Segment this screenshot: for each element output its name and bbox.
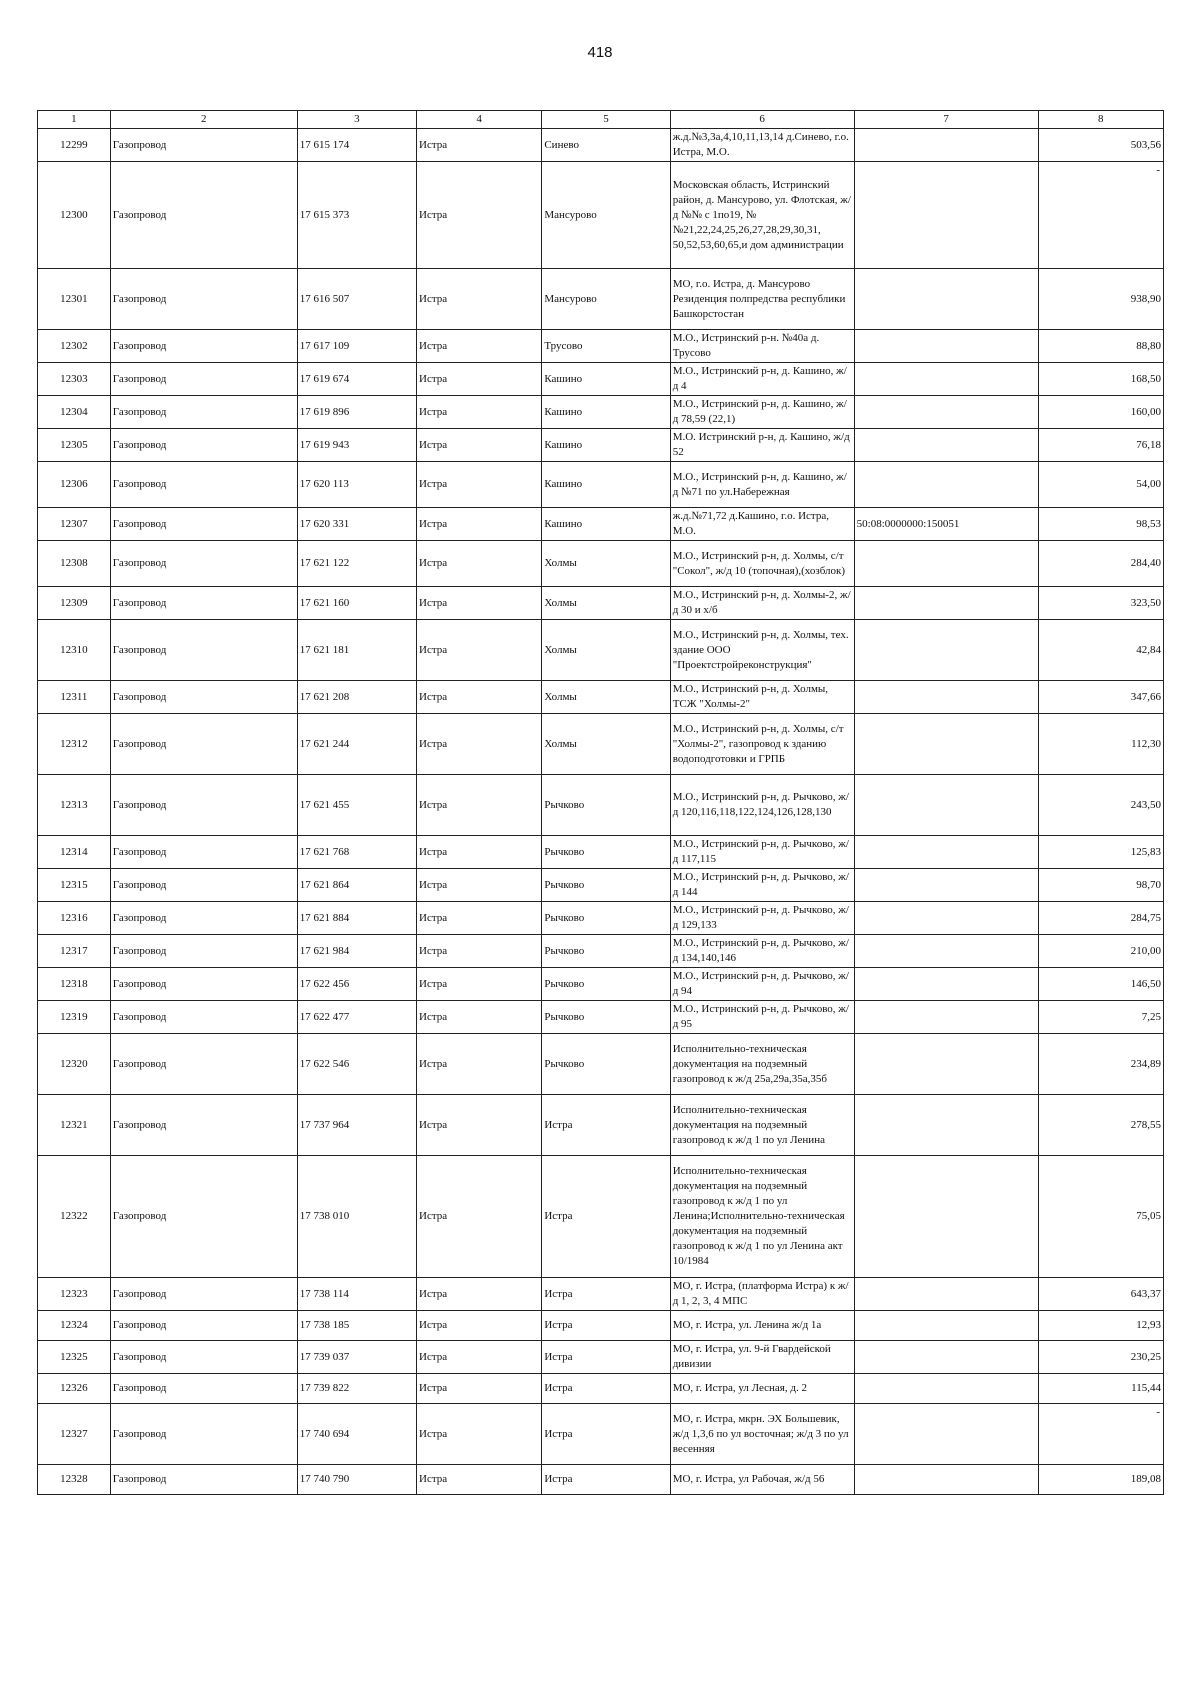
length-cell: 42,84 [1038, 620, 1163, 681]
row-number-cell: 12321 [38, 1095, 111, 1156]
locality-cell: Рычково [542, 775, 670, 836]
row-number-cell: 12326 [38, 1374, 111, 1404]
locality-cell: Холмы [542, 681, 670, 714]
cadastral-number-cell [854, 1156, 1038, 1278]
cadastral-number-cell [854, 587, 1038, 620]
cadastral-number-cell [854, 1374, 1038, 1404]
dash-mark: - [1156, 1406, 1160, 1418]
object-name-cell: Газопровод [110, 330, 297, 363]
cadastral-number-cell [854, 162, 1038, 269]
table-row [38, 1341, 1164, 1374]
length-cell: 234,89 [1038, 1034, 1163, 1095]
row-number-cell: 12317 [38, 935, 111, 968]
inventory-number-cell: 17 622 477 [297, 1001, 416, 1034]
address-cell: М.О., Истринский р-н, д. Рычково, ж/д 95 [670, 1001, 854, 1034]
object-name-cell: Газопровод [110, 968, 297, 1001]
length-cell: 347,66 [1038, 681, 1163, 714]
district-cell: Истра [417, 1034, 542, 1095]
table-row [38, 462, 1164, 508]
table-row [38, 869, 1164, 902]
table-row [38, 587, 1164, 620]
cadastral-number-cell [854, 429, 1038, 462]
inventory-number-cell: 17 739 037 [297, 1341, 416, 1374]
object-name-cell: Газопровод [110, 396, 297, 429]
row-number-cell: 12320 [38, 1034, 111, 1095]
row-number-cell: 12309 [38, 587, 111, 620]
object-name-cell: Газопровод [110, 869, 297, 902]
length-cell: 323,50 [1038, 587, 1163, 620]
length-cell: 112,30 [1038, 714, 1163, 775]
table-row [38, 162, 1164, 269]
address-cell: МО, г. Истра, мкрн. ЭХ Большевик, ж/д 1,3,6 по ул восточная; ж/д 3 по ул весенняя [670, 1404, 854, 1465]
locality-cell: Кашино [542, 396, 670, 429]
district-cell: Истра [417, 587, 542, 620]
cadastral-number-cell [854, 1001, 1038, 1034]
inventory-number-cell: 17 616 507 [297, 269, 416, 330]
row-number-cell: 12319 [38, 1001, 111, 1034]
locality-cell: Холмы [542, 620, 670, 681]
locality-cell: Холмы [542, 587, 670, 620]
cadastral-number-cell [854, 1311, 1038, 1341]
cadastral-number-cell [854, 1034, 1038, 1095]
address-cell: МО, г.о. Истра, д. Мансурово Резиденция полпредства республики Башкорстостан [670, 269, 854, 330]
locality-cell: Истра [542, 1095, 670, 1156]
length-cell: 7,25 [1038, 1001, 1163, 1034]
locality-cell: Кашино [542, 508, 670, 541]
district-cell: Истра [417, 935, 542, 968]
address-cell: МО, г. Истра, ул. 9-й Гвардейской дивизии [670, 1341, 854, 1374]
address-cell: М.О., Истринский р-н, д. Рычково, ж/д 117,115 [670, 836, 854, 869]
length-cell [1038, 1404, 1163, 1465]
cadastral-number-cell [854, 396, 1038, 429]
object-name-cell: Газопровод [110, 162, 297, 269]
locality-cell: Холмы [542, 541, 670, 587]
length-cell: 88,80 [1038, 330, 1163, 363]
inventory-number-cell: 17 740 790 [297, 1465, 416, 1495]
address-cell: М.О., Истринский р-н, д. Рычково, ж/д 129,133 [670, 902, 854, 935]
inventory-number-cell: 17 615 174 [297, 129, 416, 162]
address-cell: Исполнительно-техническая документация на подземный газопровод к ж/д 1 по ул Ленина;Исполнительно-техническая документация на подземный газопровод к ж/д 1 по ул Ленина акт 10/1984 [670, 1156, 854, 1278]
district-cell: Истра [417, 508, 542, 541]
inventory-number-cell: 17 621 884 [297, 902, 416, 935]
locality-cell: Рычково [542, 902, 670, 935]
district-cell: Истра [417, 1404, 542, 1465]
object-name-cell: Газопровод [110, 587, 297, 620]
inventory-number-cell: 17 621 244 [297, 714, 416, 775]
cadastral-number-cell: 50:08:0000000:150051 [854, 508, 1038, 541]
locality-cell: Кашино [542, 429, 670, 462]
district-cell: Истра [417, 269, 542, 330]
district-cell: Истра [417, 1374, 542, 1404]
length-cell: 75,05 [1038, 1156, 1163, 1278]
district-cell: Истра [417, 775, 542, 836]
district-cell: Истра [417, 541, 542, 587]
inventory-number-cell: 17 619 943 [297, 429, 416, 462]
district-cell: Истра [417, 462, 542, 508]
locality-cell: Истра [542, 1156, 670, 1278]
inventory-number-cell: 17 621 455 [297, 775, 416, 836]
inventory-number-cell: 17 738 114 [297, 1278, 416, 1311]
object-name-cell: Газопровод [110, 1465, 297, 1495]
inventory-number-cell: 17 622 456 [297, 968, 416, 1001]
table-row [38, 1001, 1164, 1034]
address-cell: М.О., Истринский р-н, д. Холмы, с/т "Сокол", ж/д 10 (топочная),(хозблок) [670, 541, 854, 587]
object-name-cell: Газопровод [110, 1034, 297, 1095]
locality-cell: Мансурово [542, 269, 670, 330]
inventory-number-cell: 17 620 113 [297, 462, 416, 508]
address-cell: М.О., Истринский р-н, д. Рычково, ж/д 134,140,146 [670, 935, 854, 968]
locality-cell: Истра [542, 1341, 670, 1374]
object-name-cell: Газопровод [110, 836, 297, 869]
object-name-cell: Газопровод [110, 363, 297, 396]
column-header: 4 [417, 111, 542, 129]
table-row [38, 508, 1164, 541]
district-cell: Истра [417, 429, 542, 462]
table-row [38, 429, 1164, 462]
length-cell: 160,00 [1038, 396, 1163, 429]
cadastral-number-cell [854, 968, 1038, 1001]
locality-cell: Истра [542, 1374, 670, 1404]
cadastral-number-cell [854, 462, 1038, 508]
row-number-cell: 12314 [38, 836, 111, 869]
locality-cell: Синево [542, 129, 670, 162]
district-cell: Истра [417, 869, 542, 902]
object-name-cell: Газопровод [110, 1001, 297, 1034]
district-cell: Истра [417, 1465, 542, 1495]
table-row [38, 1311, 1164, 1341]
locality-cell: Рычково [542, 869, 670, 902]
cadastral-number-cell [854, 1341, 1038, 1374]
address-cell: М.О., Истринский р-н, д. Рычково, ж/д 120,116,118,122,124,126,128,130 [670, 775, 854, 836]
table-row [38, 269, 1164, 330]
address-cell: М.О., Истринский р-н, д. Кашино, ж/д 78,59 (22,1) [670, 396, 854, 429]
row-number-cell: 12303 [38, 363, 111, 396]
object-name-cell: Газопровод [110, 269, 297, 330]
address-cell: М.О., Истринский р-н, д. Рычково, ж/д 144 [670, 869, 854, 902]
address-cell: М.О., Истринский р-н, д. Рычково, ж/д 94 [670, 968, 854, 1001]
row-number-cell: 12318 [38, 968, 111, 1001]
inventory-number-cell: 17 621 208 [297, 681, 416, 714]
length-cell: 146,50 [1038, 968, 1163, 1001]
cadastral-number-cell [854, 1404, 1038, 1465]
length-cell: 98,53 [1038, 508, 1163, 541]
row-number-cell: 12301 [38, 269, 111, 330]
inventory-number-cell: 17 615 373 [297, 162, 416, 269]
locality-cell: Трусово [542, 330, 670, 363]
district-cell: Истра [417, 396, 542, 429]
district-cell: Истра [417, 620, 542, 681]
table-row [38, 1095, 1164, 1156]
address-cell: МО, г. Истра, (платформа Истра) к ж/д 1, 2, 3, 4 МПС [670, 1278, 854, 1311]
row-number-cell: 12322 [38, 1156, 111, 1278]
cadastral-number-cell [854, 1095, 1038, 1156]
locality-cell: Истра [542, 1404, 670, 1465]
address-cell: МО, г. Истра, ул Лесная, д. 2 [670, 1374, 854, 1404]
object-name-cell: Газопровод [110, 508, 297, 541]
column-header: 2 [110, 111, 297, 129]
object-name-cell: Газопровод [110, 681, 297, 714]
inventory-number-cell: 17 617 109 [297, 330, 416, 363]
cadastral-number-cell [854, 620, 1038, 681]
district-cell: Истра [417, 681, 542, 714]
address-cell: МО, г. Истра, ул. Ленина ж/д 1а [670, 1311, 854, 1341]
district-cell: Истра [417, 1095, 542, 1156]
column-header: 5 [542, 111, 670, 129]
object-name-cell: Газопровод [110, 462, 297, 508]
object-name-cell: Газопровод [110, 1341, 297, 1374]
row-number-cell: 12325 [38, 1341, 111, 1374]
length-cell: 284,75 [1038, 902, 1163, 935]
length-cell: 98,70 [1038, 869, 1163, 902]
object-name-cell: Газопровод [110, 1311, 297, 1341]
locality-cell: Холмы [542, 714, 670, 775]
address-cell: ж.д.№71,72 д.Кашино, г.о. Истра, М.О. [670, 508, 854, 541]
object-name-cell: Газопровод [110, 775, 297, 836]
locality-cell: Истра [542, 1278, 670, 1311]
locality-cell: Рычково [542, 935, 670, 968]
object-name-cell: Газопровод [110, 1156, 297, 1278]
column-header: 3 [297, 111, 416, 129]
inventory-number-cell: 17 621 864 [297, 869, 416, 902]
inventory-number-cell: 17 621 160 [297, 587, 416, 620]
address-cell: М.О., Истринский р-н, д. Кашино, ж/д 4 [670, 363, 854, 396]
inventory-number-cell: 17 619 674 [297, 363, 416, 396]
cadastral-number-cell [854, 1465, 1038, 1495]
district-cell: Истра [417, 902, 542, 935]
object-name-cell: Газопровод [110, 1374, 297, 1404]
object-name-cell: Газопровод [110, 902, 297, 935]
length-cell: 503,56 [1038, 129, 1163, 162]
locality-cell: Истра [542, 1311, 670, 1341]
table-row [38, 1374, 1164, 1404]
address-cell: М.О., Истринский р-н, д. Холмы, с/т "Холмы-2", газопровод к зданию водоподготовки и ГРПБ [670, 714, 854, 775]
address-cell: М.О. Истринский р-н, д. Кашино, ж/д 52 [670, 429, 854, 462]
row-number-cell: 12323 [38, 1278, 111, 1311]
object-name-cell: Газопровод [110, 129, 297, 162]
address-cell: Исполнительно-техническая документация на подземный газопровод к ж/д 1 по ул Ленина [670, 1095, 854, 1156]
row-number-cell: 12300 [38, 162, 111, 269]
locality-cell: Истра [542, 1465, 670, 1495]
table-row [38, 836, 1164, 869]
row-number-cell: 12306 [38, 462, 111, 508]
length-cell: 168,50 [1038, 363, 1163, 396]
column-header: 6 [670, 111, 854, 129]
cadastral-number-cell [854, 775, 1038, 836]
cadastral-number-cell [854, 129, 1038, 162]
row-number-cell: 12305 [38, 429, 111, 462]
dash-mark: - [1156, 164, 1160, 176]
length-cell: 938,90 [1038, 269, 1163, 330]
table-row [38, 1278, 1164, 1311]
table-row [38, 1034, 1164, 1095]
header-row [38, 111, 1164, 129]
row-number-cell: 12327 [38, 1404, 111, 1465]
column-header: 8 [1038, 111, 1163, 129]
locality-cell: Рычково [542, 968, 670, 1001]
page-number: 418 [587, 44, 613, 61]
column-header: 7 [854, 111, 1038, 129]
length-cell: 54,00 [1038, 462, 1163, 508]
row-number-cell: 12315 [38, 869, 111, 902]
inventory-number-cell: 17 739 822 [297, 1374, 416, 1404]
table-row [38, 1404, 1164, 1465]
locality-cell: Рычково [542, 1034, 670, 1095]
inventory-number-cell: 17 619 896 [297, 396, 416, 429]
table-body [38, 129, 1164, 1495]
length-cell: 115,44 [1038, 1374, 1163, 1404]
table-row [38, 129, 1164, 162]
district-cell: Истра [417, 836, 542, 869]
object-name-cell: Газопровод [110, 1404, 297, 1465]
cadastral-number-cell [854, 902, 1038, 935]
inventory-number-cell: 17 738 185 [297, 1311, 416, 1341]
cadastral-number-cell [854, 714, 1038, 775]
district-cell: Истра [417, 1341, 542, 1374]
inventory-number-cell: 17 620 331 [297, 508, 416, 541]
object-name-cell: Газопровод [110, 1095, 297, 1156]
row-number-cell: 12312 [38, 714, 111, 775]
row-number-cell: 12328 [38, 1465, 111, 1495]
table-row [38, 363, 1164, 396]
length-cell [1038, 162, 1163, 269]
table-row [38, 620, 1164, 681]
inventory-number-cell: 17 738 010 [297, 1156, 416, 1278]
address-cell: М.О., Истринский р-н. №40а д. Трусово [670, 330, 854, 363]
table-row [38, 541, 1164, 587]
district-cell: Истра [417, 1278, 542, 1311]
row-number-cell: 12324 [38, 1311, 111, 1341]
locality-cell: Мансурово [542, 162, 670, 269]
table-row [38, 714, 1164, 775]
district-cell: Истра [417, 363, 542, 396]
row-number-cell: 12311 [38, 681, 111, 714]
district-cell: Истра [417, 330, 542, 363]
length-cell: 278,55 [1038, 1095, 1163, 1156]
length-cell: 76,18 [1038, 429, 1163, 462]
length-cell: 243,50 [1038, 775, 1163, 836]
inventory-number-cell: 17 622 546 [297, 1034, 416, 1095]
address-cell: М.О., Истринский р-н, д. Кашино, ж/д №71 по ул.Набережная [670, 462, 854, 508]
inventory-number-cell: 17 740 694 [297, 1404, 416, 1465]
row-number-cell: 12313 [38, 775, 111, 836]
cadastral-number-cell [854, 330, 1038, 363]
cadastral-number-cell [854, 935, 1038, 968]
row-number-cell: 12299 [38, 129, 111, 162]
row-number-cell: 12308 [38, 541, 111, 587]
address-cell: МО, г. Истра, ул Рабочая, ж/д 56 [670, 1465, 854, 1495]
object-name-cell: Газопровод [110, 1278, 297, 1311]
length-cell: 643,37 [1038, 1278, 1163, 1311]
cadastral-number-cell [854, 363, 1038, 396]
table-row [38, 1465, 1164, 1495]
locality-cell: Рычково [542, 1001, 670, 1034]
column-header: 1 [38, 111, 111, 129]
table-row [38, 330, 1164, 363]
table-row [38, 902, 1164, 935]
cadastral-number-cell [854, 869, 1038, 902]
table-row [38, 775, 1164, 836]
cadastral-number-cell [854, 836, 1038, 869]
cadastral-number-cell [854, 269, 1038, 330]
district-cell: Истра [417, 1001, 542, 1034]
table-row [38, 681, 1164, 714]
address-cell: Исполнительно-техническая документация на подземный газопровод к ж/д 25а,29а,35а,35б [670, 1034, 854, 1095]
cadastral-number-cell [854, 541, 1038, 587]
row-number-cell: 12310 [38, 620, 111, 681]
cadastral-number-cell [854, 681, 1038, 714]
address-cell: М.О., Истринский р-н, д. Холмы, ТСЖ "Холмы-2" [670, 681, 854, 714]
length-cell: 230,25 [1038, 1341, 1163, 1374]
cadastral-number-cell [854, 1278, 1038, 1311]
address-cell: М.О., Истринский р-н, д. Холмы-2, ж/д 30 и х/б [670, 587, 854, 620]
length-cell: 210,00 [1038, 935, 1163, 968]
inventory-number-cell: 17 621 768 [297, 836, 416, 869]
row-number-cell: 12304 [38, 396, 111, 429]
object-name-cell: Газопровод [110, 541, 297, 587]
address-cell: ж.д.№3,3а,4,10,11,13,14 д.Синево, г.о. Истра, М.О. [670, 129, 854, 162]
table-row [38, 968, 1164, 1001]
row-number-cell: 12316 [38, 902, 111, 935]
district-cell: Истра [417, 129, 542, 162]
inventory-number-cell: 17 621 181 [297, 620, 416, 681]
address-cell: Московская область, Истринский район, д. Мансурово, ул. Флотская, ж/д №№ с 1по19, №№21,22,24,25,26,27,28,29,30,31, 50,52,53,60,65,и дом администрации [670, 162, 854, 269]
district-cell: Истра [417, 714, 542, 775]
object-name-cell: Газопровод [110, 429, 297, 462]
inventory-number-cell: 17 621 122 [297, 541, 416, 587]
locality-cell: Кашино [542, 363, 670, 396]
registry-table [37, 110, 1164, 1495]
locality-cell: Рычково [542, 836, 670, 869]
address-cell: М.О., Истринский р-н, д. Холмы, тех. здание ООО "Проектстройреконструкция" [670, 620, 854, 681]
table-row [38, 1156, 1164, 1278]
length-cell: 189,08 [1038, 1465, 1163, 1495]
locality-cell: Кашино [542, 462, 670, 508]
district-cell: Истра [417, 1311, 542, 1341]
length-cell: 284,40 [1038, 541, 1163, 587]
object-name-cell: Газопровод [110, 935, 297, 968]
row-number-cell: 12307 [38, 508, 111, 541]
table-row [38, 396, 1164, 429]
inventory-number-cell: 17 737 964 [297, 1095, 416, 1156]
length-cell: 12,93 [1038, 1311, 1163, 1341]
district-cell: Истра [417, 162, 542, 269]
object-name-cell: Газопровод [110, 620, 297, 681]
table-row [38, 935, 1164, 968]
district-cell: Истра [417, 1156, 542, 1278]
row-number-cell: 12302 [38, 330, 111, 363]
inventory-number-cell: 17 621 984 [297, 935, 416, 968]
object-name-cell: Газопровод [110, 714, 297, 775]
length-cell: 125,83 [1038, 836, 1163, 869]
district-cell: Истра [417, 968, 542, 1001]
